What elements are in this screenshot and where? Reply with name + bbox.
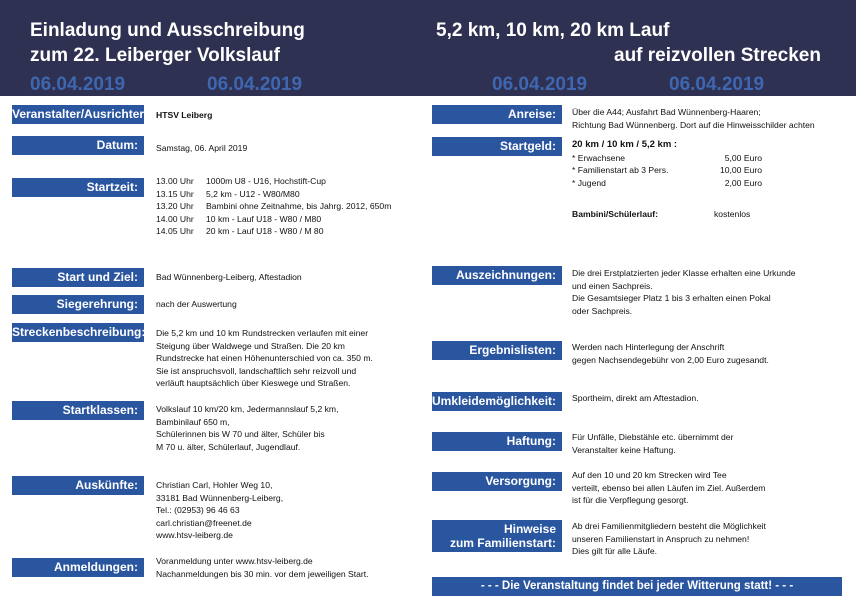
- startzeit-schedule: [156, 175, 391, 238]
- text-line: oder Sachpreis.: [572, 305, 633, 316]
- text-line: Bambinilauf 650 m,: [156, 416, 230, 427]
- text-line: Die drei Erstplatzierten jeder Klasse erhalten eine Urkunde: [572, 268, 796, 278]
- text-line: Für Unfälle, Diebstähle etc. übernimmt der: [572, 432, 734, 442]
- value-startklassen: [156, 403, 338, 453]
- label-veranstalter: Veranstalter/Ausrichter:: [12, 105, 144, 124]
- schedule-desc: 1000m U8 - U16, Hochstift-Cup: [206, 176, 326, 186]
- label-startzeit: Startzeit:: [12, 178, 144, 197]
- label-auskuenfte: Auskünfte:: [12, 476, 144, 495]
- text-line: verläuft hauptsächlich über Kieswege und Straßen.: [156, 378, 351, 389]
- label-strecken: Streckenbeschreibung:: [12, 323, 144, 342]
- text-line: Die Gesamtsieger Platz 1 bis 3 erhalten einen Pokal: [572, 293, 771, 304]
- schedule-desc: 5,2 km - U12 - W80/M80: [206, 188, 300, 199]
- date-3: 06.04.2019: [492, 74, 588, 95]
- schedule-row: [156, 175, 391, 188]
- schedule-time: 13.15 Uhr: [156, 188, 194, 199]
- text-line: Über die A44; Ausfahrt Bad Wünnenberg-Haaren;: [572, 107, 761, 117]
- schedule-desc: Bambini ohne Zeitnahme, bis Jahrg. 2012, 650m: [206, 201, 392, 212]
- bambini-value: kostenlos: [714, 209, 751, 219]
- date-2: 06.04.2019: [207, 74, 303, 95]
- label-ergebnislisten: Ergebnislisten:: [432, 341, 562, 360]
- fee-price: 2,00 Euro: [724, 177, 762, 188]
- label-auszeichnungen: Auszeichnungen:: [432, 266, 562, 285]
- schedule-desc: 10 km - Lauf U18 - W80 / M80: [206, 213, 322, 224]
- text-line: Richtung Bad Wünnenberg. Dort auf die Hinweisschilder achten: [572, 119, 815, 130]
- contact-name: Christian Carl, Hohler Weg 10,: [156, 480, 273, 490]
- veranstalter-text: HTSV Leiberg: [156, 110, 213, 120]
- schedule-time: 13.20 Uhr: [156, 201, 194, 212]
- bambini-fee: [572, 208, 750, 221]
- text-line: Ab drei Familienmitgliedern besteht die Möglichkeit: [572, 521, 766, 531]
- label-umkleide: Umkleidemöglichkeit:: [432, 392, 562, 411]
- left-title-line-1: Einladung und Ausschreibung: [30, 20, 305, 41]
- schedule-row: [156, 225, 391, 238]
- hinweise-label-line-1: Hinweise: [503, 522, 556, 536]
- value-veranstalter: [156, 109, 212, 122]
- text-line: Auf den 10 und 20 km Strecken wird Tee: [572, 470, 727, 480]
- fee-list: [572, 152, 762, 190]
- text-line: Steigung über Waldwege und Straßen. Die 20 km: [156, 340, 345, 351]
- label-startgeld: Startgeld:: [432, 137, 562, 156]
- fee-row: [572, 164, 762, 177]
- fee-name: * Familienstart ab 3 Pers.: [572, 165, 669, 176]
- fee-row: [572, 177, 762, 190]
- schedule-time: 14.05 Uhr: [156, 226, 194, 237]
- label-haftung: Haftung:: [432, 432, 562, 451]
- text-line: Volkslauf 10 km/20 km, Jedermannslauf 5,2 km,: [156, 404, 339, 414]
- contact-phone: Tel.: (02953) 96 46 63: [156, 505, 240, 516]
- text-line: Rundstrecke hat einen Höhenunterschied von ca. 350 m.: [156, 353, 373, 364]
- contact-website: www.htsv-leiberg.de: [156, 530, 233, 541]
- schedule-row: [156, 200, 391, 213]
- value-datum: Samstag, 06. April 2019: [156, 143, 248, 153]
- text-line: Die 5,2 km und 10 km Rundstrecken verlaufen mit einer: [156, 328, 369, 338]
- text-line: und einen Sachpreis.: [572, 280, 653, 291]
- fee-price: 5,00 Euro: [724, 152, 762, 163]
- text-line: verteilt, ebenso bei allen Läufen im Ziel. Außerdem: [572, 482, 766, 493]
- date-1: 06.04.2019: [30, 74, 126, 95]
- contact-city: 33181 Bad Wünnenberg-Leiberg,: [156, 492, 284, 503]
- label-hinweise: [432, 520, 562, 552]
- value-anreise: [572, 106, 815, 131]
- right-title-line-1: 5,2 km, 10 km, 20 km Lauf: [436, 20, 670, 41]
- contact-email: carl.christian@freenet.de: [156, 517, 252, 528]
- bambini-label: Bambini/Schülerlauf:: [572, 209, 658, 219]
- date-4: 06.04.2019: [669, 74, 765, 95]
- text-line: Schülerinnen bis W 70 und älter, Schüler bis: [156, 429, 325, 440]
- value-start-ziel: Bad Wünnenberg-Leiberg, Aftestadion: [156, 272, 302, 282]
- header-banner: [0, 0, 856, 96]
- text-line: gegen Nachsendegebühr von 2,00 Euro zugesandt.: [572, 354, 769, 365]
- label-startklassen: Startklassen:: [12, 401, 144, 420]
- schedule-time: 13.00 Uhr: [156, 176, 194, 186]
- value-siegerehrung: nach der Auswertung: [156, 299, 237, 309]
- fee-row: [572, 152, 762, 165]
- label-anreise: Anreise:: [432, 105, 562, 124]
- value-versorgung: [572, 469, 765, 507]
- label-anmeldungen: Anmeldungen:: [12, 558, 144, 577]
- label-start-ziel: Start und Ziel:: [12, 268, 144, 287]
- fee-name: * Erwachsene: [572, 152, 626, 163]
- text-line: Veranstalter keine Haftung.: [572, 444, 676, 455]
- value-ergebnislisten: [572, 341, 769, 366]
- text-line: Werden nach Hinterlegung der Anschrift: [572, 342, 725, 352]
- schedule-time: 14.00 Uhr: [156, 213, 194, 224]
- schedule-row: [156, 213, 391, 226]
- left-title-line-2: zum 22. Leiberger Volkslauf: [30, 45, 280, 66]
- text-line: M 70 u. älter, Schülerlauf, Jugendlauf.: [156, 441, 301, 452]
- value-anmeldungen: [156, 555, 369, 580]
- value-haftung: [572, 431, 733, 456]
- value-umkleide: Sportheim, direkt am Aftestadion.: [572, 393, 699, 403]
- weather-notice-bar: - - - Die Veranstaltung findet bei jeder Witterung statt! - - -: [432, 577, 842, 596]
- right-title-line-2: auf reizvollen Strecken: [614, 45, 821, 66]
- value-auszeichnungen: [572, 267, 796, 317]
- label-versorgung: Versorgung:: [432, 472, 562, 491]
- value-auskuenfte: [156, 479, 283, 542]
- value-hinweise: [572, 520, 766, 558]
- startgeld-heading: 20 km / 10 km / 5,2 km :: [572, 139, 678, 150]
- schedule-row: [156, 188, 391, 201]
- label-datum: Datum:: [12, 136, 144, 155]
- text-line: ist für die Verpflegung gesorgt.: [572, 495, 689, 506]
- value-startgeld: [572, 139, 762, 189]
- fee-price: 10,00 Euro: [719, 165, 762, 176]
- text-line: unseren Familienstart in Anspruch zu nehmen!: [572, 533, 750, 544]
- value-strecken: [156, 327, 373, 390]
- fee-name: * Jugend: [572, 177, 606, 188]
- text-line: Dies gilt für alle Läufe.: [572, 546, 658, 557]
- text-line: Sie ist anspruchsvoll, landschaftlich sehr reizvoll und: [156, 365, 357, 376]
- schedule-desc: 20 km - Lauf U18 - W80 / M 80: [206, 226, 324, 237]
- text-line: Voranmeldung unter www.htsv-leiberg.de: [156, 556, 313, 566]
- label-siegerehrung: Siegerehrung:: [12, 295, 144, 314]
- text-line: Nachanmeldungen bis 30 min. vor dem jeweiligen Start.: [156, 568, 369, 579]
- hinweise-label-line-2: zum Familienstart:: [449, 536, 556, 550]
